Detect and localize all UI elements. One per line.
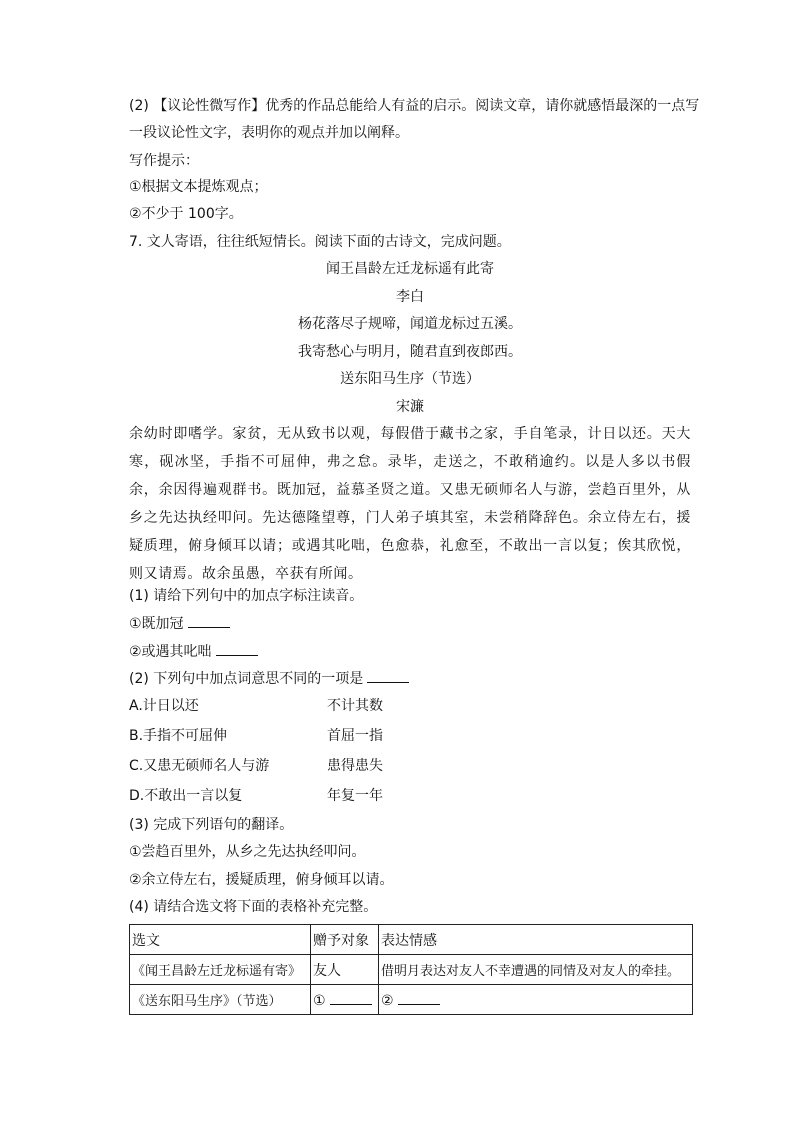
sub1-item-a xyxy=(129,613,230,634)
table-answer-cell-2 xyxy=(379,985,693,1015)
sub2-prompt: (2) 下列句中加点词意思不同的一项是 xyxy=(129,671,364,687)
poem-line-2: 我寄愁心与明月，随君直到夜郎西。 xyxy=(298,344,522,360)
table-cell: 借明月表达对友人不幸遭遇的同情及对友人的牵挂。 xyxy=(379,955,693,985)
writing-tip-1: ①根据文本提炼观点； xyxy=(129,179,268,195)
sub1-prompt: (1) 请给下列句中的加点字标注读音。 xyxy=(129,588,364,604)
option-b-left: B.手指不可屈伸 xyxy=(129,728,228,744)
prose-title: 送东阳马生序（节选） xyxy=(340,371,480,387)
table-cell: 《闻王昌龄左迁龙标遥有寄》 xyxy=(130,955,311,985)
poem-line-1: 杨花落尽子规啼，闻道龙标过五溪。 xyxy=(298,316,522,332)
table-cell-marker: ② xyxy=(381,993,394,1009)
sub1-item-a-text: ①既加冠 xyxy=(129,616,184,632)
table-cell-marker: ① xyxy=(313,993,326,1009)
option-a-right: 不计其数 xyxy=(327,698,383,714)
poem-author: 李白 xyxy=(396,289,424,305)
answer-blank[interactable] xyxy=(216,641,258,656)
sub4-prompt: (4) 请结合选文将下面的表格补充完整。 xyxy=(129,899,378,915)
writing-tips-label: 写作提示： xyxy=(129,153,199,169)
table-cell: 《送东阳马生序》（节选） xyxy=(130,985,311,1015)
table-header-cell: 表达情感 xyxy=(379,925,693,955)
option-c-right: 患得患失 xyxy=(327,758,383,774)
option-d-left: D.不敢出一言以复 xyxy=(129,788,243,804)
q6-2-prompt-line2: 一段议论性文字，表明你的观点并加以阐释。 xyxy=(129,125,409,141)
option-d-right: 年复一年 xyxy=(327,788,383,804)
answer-blank[interactable] xyxy=(188,613,230,628)
poem-title: 闻王昌龄左迁龙标遥有此寄 xyxy=(326,261,494,277)
sub1-item-b-text: ②或遇其叱咄 xyxy=(129,644,212,660)
sub2-prompt-line xyxy=(129,668,409,689)
option-a-left: A.计日以还 xyxy=(129,698,199,714)
sub3-item-a: ①尝趋百里外，从乡之先达执经叩问。 xyxy=(129,844,366,860)
table-row xyxy=(130,985,693,1015)
prose-text: 余幼时即嗜学。家贫，无从致书以观，每假借于藏书之家，手自笔录，计日以还。天大寒，砚冰坚，手指不可屈伸，弗之怠。录毕，走送之，不敢稍逾约。以是人多以书假余，余因得遍观群书。既加冠，益慕圣贤之道。又患无硕师名人与游，尝趋百里外，从乡之先达执经叩问。先达德隆望尊，门人弟子填其室，未尝稍降辞色。余立侍左右，援疑质理，俯身倾耳以请；或遇其叱咄，色愈恭，礼愈至，不敢出一言以复；俟其欣悦，则又请焉。故余虽愚，卒获有所闻。 xyxy=(129,426,691,582)
table-cell: 友人 xyxy=(311,955,379,985)
answer-table xyxy=(129,924,693,1015)
question-7-intro: 7. 文人寄语，往往纸短情长。阅读下面的古诗文，完成问题。 xyxy=(129,234,511,250)
writing-tip-2: ②不少于 100字。 xyxy=(129,206,243,222)
answer-blank[interactable] xyxy=(330,990,372,1005)
prose-author: 宋濂 xyxy=(396,399,424,415)
option-b-right: 首屈一指 xyxy=(327,728,383,744)
sub1-item-b xyxy=(129,641,258,662)
table-header-row xyxy=(130,925,693,955)
table-header-cell: 选文 xyxy=(130,925,311,955)
answer-blank[interactable] xyxy=(398,990,440,1005)
answer-blank[interactable] xyxy=(367,668,409,683)
sub3-prompt: (3) 完成下列语句的翻译。 xyxy=(129,817,294,833)
sub3-item-b: ②余立侍左右，援疑质理，俯身倾耳以请。 xyxy=(129,872,394,888)
q6-2-prompt-line1: (2) 【议论性微写作】优秀的作品总能给人有益的启示。阅读文章，请你就感悟最深的一点写 xyxy=(129,98,700,114)
table-row xyxy=(130,955,693,985)
option-c-left: C.又患无硕师名人与游 xyxy=(129,758,270,774)
table-answer-cell-1 xyxy=(311,985,379,1015)
table-header-cell: 赠予对象 xyxy=(311,925,379,955)
